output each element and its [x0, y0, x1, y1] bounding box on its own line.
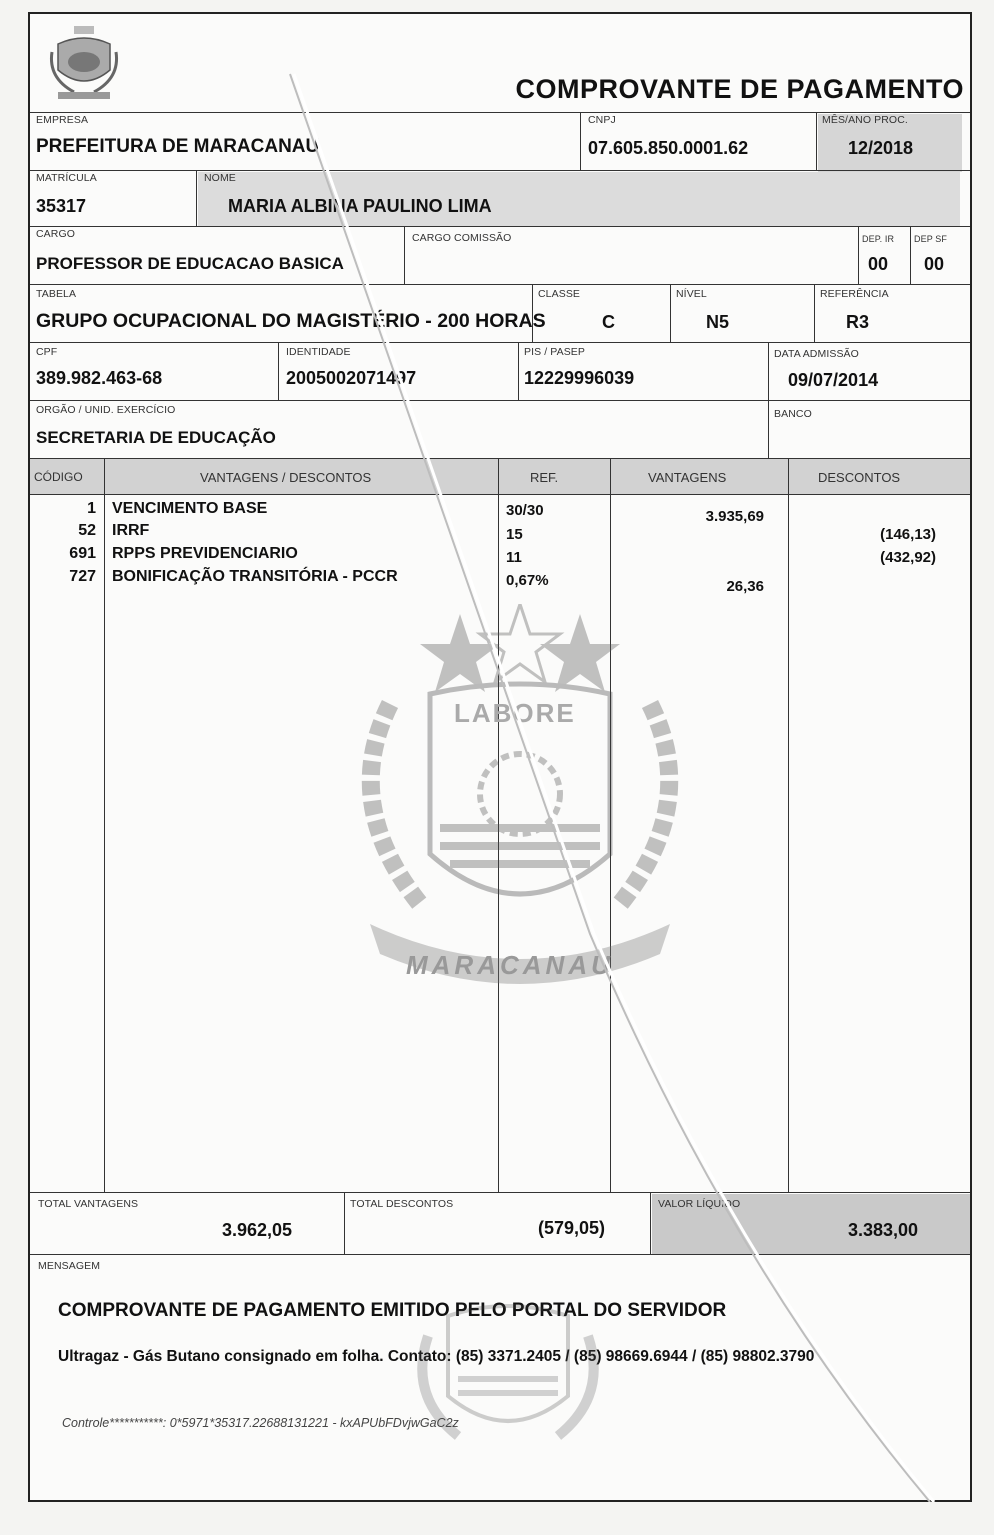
name-value: MARIA ALBINA PAULINO LIMA	[228, 196, 492, 216]
cpf-label: CPF	[36, 346, 58, 358]
reference-value: R3	[846, 312, 870, 332]
total-earnings-label: TOTAL VANTAGENS	[38, 1198, 139, 1210]
total-deductions-value: (579,05)	[538, 1218, 606, 1238]
department-label: ORGÃO / UNID. EXERCÍCIO	[36, 404, 176, 416]
watermark-labore-text: LABORE	[454, 698, 576, 728]
total-deductions-label: TOTAL DESCONTOS	[350, 1198, 454, 1210]
reference-label: REFERÊNCIA	[820, 288, 889, 300]
table-value: GRUPO OCUPACIONAL DO MAGISTÉRIO - 200 HORAS	[36, 310, 546, 332]
company-value: PREFEITURA DE MARACANAU	[36, 136, 320, 157]
message-line-ultragaz: Ultragaz - Gás Butano consignado em folha. Contato: (85) 3371.2405 / (85) 98669.6944 / (85) 98802.3790	[58, 1348, 815, 1365]
row-deductions: (146,13)	[880, 526, 936, 543]
month-year-label: MÊS/ANO PROC.	[822, 114, 908, 126]
pis-value: 12229996039	[524, 368, 635, 388]
total-earnings-value: 3.962,05	[222, 1220, 293, 1240]
name-label: NOME	[204, 172, 236, 184]
net-value: 3.383,00	[848, 1220, 919, 1240]
code-column-header: CÓDIGO	[34, 470, 83, 484]
row-description: IRRF	[112, 522, 150, 539]
row-ref: 0,67%	[506, 572, 549, 589]
cpf-value: 389.982.463-68	[36, 368, 163, 388]
row-earnings: 3.935,69	[705, 508, 764, 525]
pis-label: PIS / PASEP	[524, 346, 586, 358]
control-code: Controle***********: 0*5971*35317.22688131221 - kxAPUbFDvjwGaC2z	[62, 1416, 459, 1430]
identity-value: 2005002071497	[286, 368, 417, 388]
level-value: N5	[706, 312, 730, 332]
position-label: CARGO	[36, 228, 76, 240]
bank-label: BANCO	[774, 408, 812, 420]
month-year-value: 12/2018	[848, 138, 914, 158]
commissioned-position-label: CARGO COMISSÃO	[412, 232, 512, 244]
position-value: PROFESSOR DE EDUCACAO BASICA	[36, 254, 344, 273]
dependents-sf-value: 00	[924, 254, 945, 274]
row-code: 727	[69, 568, 96, 585]
row-ref: 30/30	[506, 502, 544, 519]
fold-crease	[30, 14, 970, 1502]
table-label: TABELA	[36, 288, 77, 300]
row-ref: 11	[506, 549, 522, 566]
row-description: RPPS PREVIDENCIARIO	[112, 545, 298, 562]
company-label: EMPRESA	[36, 114, 89, 126]
dependents-ir-label: DEP. IR	[862, 234, 895, 244]
registration-value: 35317	[36, 196, 87, 216]
description-column-header: VANTAGENS / DESCONTOS	[200, 470, 372, 485]
row-ref: 15	[506, 526, 523, 543]
ref-column-header: REF.	[530, 470, 559, 485]
row-code: 691	[69, 545, 96, 562]
dependents-ir-value: 00	[868, 254, 889, 274]
admission-date-value: 09/07/2014	[788, 370, 879, 390]
deductions-column-header: DESCONTOS	[818, 470, 901, 485]
registration-label: MATRÍCULA	[36, 172, 97, 184]
class-label: CLASSE	[538, 288, 581, 300]
level-label: NÍVEL	[676, 288, 707, 300]
row-code: 52	[78, 522, 96, 539]
row-deductions: (432,92)	[880, 549, 936, 566]
watermark-maracanau-text: MARACANAU	[406, 950, 614, 980]
earnings-column-header: VANTAGENS	[648, 470, 727, 485]
message-label: MENSAGEM	[38, 1260, 101, 1272]
dependents-sf-label: DEP SF	[914, 234, 947, 244]
row-earnings: 26,36	[726, 578, 764, 595]
cnpj-value: 07.605.850.0001.62	[588, 138, 749, 158]
identity-label: IDENTIDADE	[286, 346, 351, 358]
department-value: SECRETARIA DE EDUCAÇÃO	[36, 428, 276, 447]
document-title: COMPROVANTE DE PAGAMENTO	[515, 74, 964, 104]
row-code: 1	[87, 500, 96, 517]
row-description: BONIFICAÇÃO TRANSITÓRIA - PCCR	[112, 568, 398, 585]
admission-date-label: DATA ADMISSÃO	[774, 348, 859, 360]
class-value: C	[602, 312, 615, 332]
net-value-label: VALOR LÍQUIDO	[658, 1198, 741, 1210]
message-line-portal: COMPROVANTE DE PAGAMENTO EMITIDO PELO PORTAL DO SERVIDOR	[58, 1300, 727, 1321]
payslip-document	[28, 12, 972, 1502]
cnpj-label: CNPJ	[588, 114, 616, 126]
row-description: VENCIMENTO BASE	[112, 500, 268, 517]
